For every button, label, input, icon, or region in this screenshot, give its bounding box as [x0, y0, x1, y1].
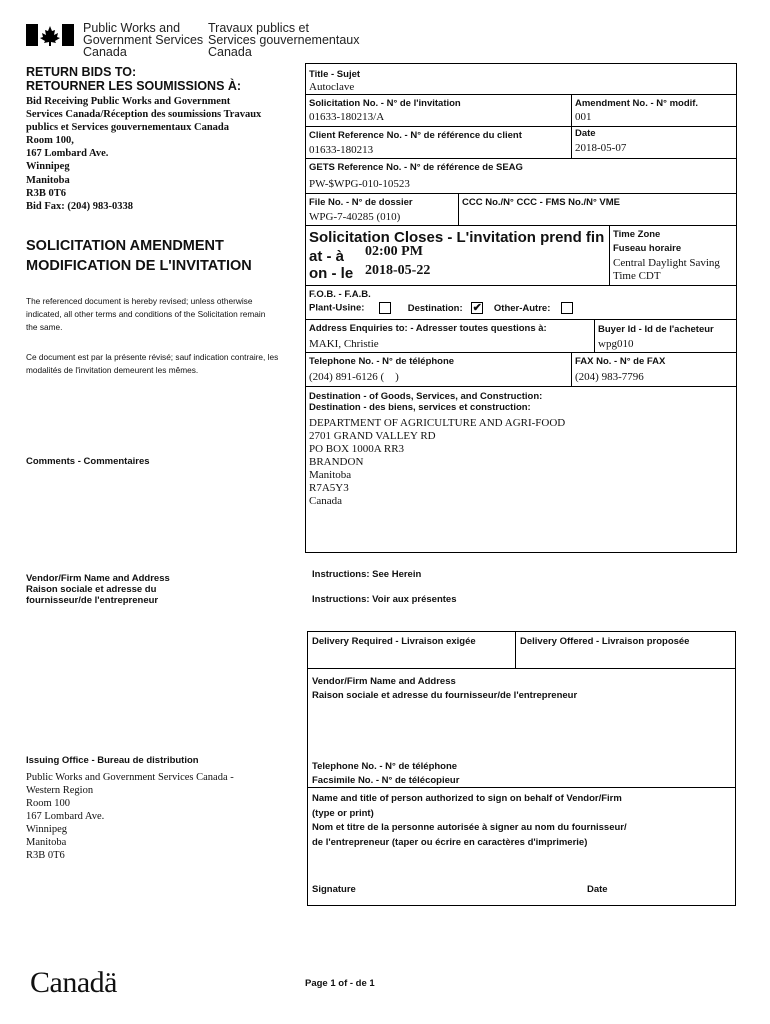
- file-no-label: File No. - N° de dossier: [309, 197, 413, 208]
- solicitation-no-value: 01633-180213/A: [309, 111, 385, 123]
- amendment-note-fr: Ce document est par la présente révisé; sauf indication contraire, les modalités de l'invitation demeurent les mêmes.: [26, 352, 279, 375]
- destination-checkbox[interactable]: ✔: [472, 302, 482, 314]
- amendment-no-value: 001: [575, 111, 592, 123]
- telephone-label: Telephone No. - N° de téléphone: [309, 356, 455, 367]
- issuing-office-address: Public Works and Government Services Canada - Western Region Room 100 167 Lombard Ave. Winnipeg Manitoba R3B 0T6: [26, 772, 234, 861]
- issuing-office-label: Issuing Office - Bureau de distribution: [26, 755, 199, 766]
- file-no-value: WPG-7-40285 (010): [309, 211, 401, 223]
- signature-label: Signature: [312, 884, 356, 895]
- closes-at-label: at - à: [309, 248, 345, 265]
- buyer-id-label: Buyer Id - Id de l'acheteur: [598, 324, 714, 335]
- time-zone-label: Time Zone Fuseau horaire: [613, 229, 682, 254]
- solicitation-closes-label: Solicitation Closes - L'invitation prend fin: [309, 229, 605, 246]
- fax-label: FAX No. - N° de FAX: [575, 356, 666, 367]
- vendor-left-label: Vendor/Firm Name and Address Raison sociale et adresse du fournisseur/de l'entrepreneur: [26, 573, 170, 606]
- telephone-value: (204) 891-6126 ( ): [309, 371, 399, 383]
- plant-usine-label: Plant-Usine:: [309, 302, 365, 314]
- signature-date-label: Date: [587, 884, 608, 895]
- authorized-person-label: Name and title of person authorized to sign on behalf of Vendor/Firm (type or print) Nom et titre de la personne autorisée à signer au nom du fournisseur/ de l'entrepreneur (taper ou écrire en caractères d'imprimerie): [312, 793, 627, 848]
- other-autre-label: Other-Autre:: [493, 302, 551, 314]
- date-label: Date: [575, 128, 596, 139]
- closes-date-value: 2018-05-22: [365, 263, 431, 278]
- amendment-no-label: Amendment No. - N° modif.: [575, 98, 699, 109]
- closes-on-label: on - le: [309, 265, 354, 282]
- date-value: 2018-05-07: [575, 142, 627, 154]
- return-bids-address: Bid Receiving Public Works and Government Services Canada/Réception des soumissions Travaux publics et Services gouvernementaux Canada Room 100, 167 Lombard Ave. Winnipeg Manitoba R3B 0T6 Bid Fax: (204) 983-0338: [26, 96, 262, 212]
- client-ref-value: 01633-180213: [309, 144, 374, 156]
- comments-label: Comments - Commentaires: [26, 456, 150, 467]
- instructions-fr: Instructions: Voir aux présentes: [312, 594, 457, 605]
- title-label: Title - Sujet: [309, 69, 361, 80]
- return-bids-heading: RETURN BIDS TO: RETOURNER LES SOUMISSIONS À:: [26, 65, 242, 93]
- address-enquiries-label: Address Enquiries to: - Adresser toutes questions à:: [309, 323, 547, 334]
- delivery-offered-label: Delivery Offered - Livraison proposée: [520, 636, 690, 647]
- closes-time-value: 02:00 PM: [365, 244, 423, 259]
- amendment-note-en: The referenced document is hereby revised; unless otherwise indicated, all other terms and conditions of the Solicitation remain the same.: [26, 296, 266, 332]
- fax-value: (204) 983-7796: [575, 371, 644, 383]
- fob-label: F.O.B. - F.A.B.: [309, 289, 371, 300]
- vendor-facsimile-label: Facsimile No. - N° de télécopieur: [312, 775, 460, 786]
- gets-ref-value: PW-$WPG-010-10523: [309, 178, 410, 190]
- destination-label: Destination:: [407, 302, 463, 314]
- canada-flag-icon: [26, 24, 74, 46]
- gets-ref-label: GETS Reference No. - N° de référence de SEAG: [309, 162, 523, 173]
- instructions-en: Instructions: See Herein: [312, 569, 422, 580]
- delivery-required-label: Delivery Required - Livraison exigée: [312, 636, 476, 647]
- department-name-en: Public Works and Government Services Canada: [83, 21, 204, 59]
- fob-options: [309, 302, 573, 314]
- department-name-fr: Travaux publics et Services gouvernementaux Canada: [208, 21, 360, 59]
- title-value: Autoclave: [309, 81, 355, 93]
- destination-goods-label: Destination - of Goods, Services, and Construction: Destination - des biens, services et construction:: [309, 391, 543, 413]
- vendor-firm-label: Vendor/Firm Name and Address Raison sociale et adresse du fournisseur/de l'entrepreneur: [312, 676, 578, 701]
- plant-usine-checkbox[interactable]: [379, 302, 391, 314]
- canada-wordmark: Canadä: [30, 966, 117, 999]
- ccc-no-label: CCC No./N° CCC - FMS No./N° VME: [462, 197, 621, 208]
- buyer-id-value: wpg010: [598, 338, 634, 350]
- amendment-title: SOLICITATION AMENDMENT MODIFICATION DE L'INVITATION: [26, 238, 252, 274]
- vendor-telephone-label: Telephone No. - N° de téléphone: [312, 761, 458, 772]
- destination-address: DEPARTMENT OF AGRICULTURE AND AGRI-FOOD 2701 GRAND VALLEY RD PO BOX 1000A RR3 BRANDON Manitoba R7A5Y3 Canada: [309, 417, 566, 507]
- address-enquiries-value: MAKI, Christie: [309, 338, 379, 350]
- page-number: Page 1 of - de 1: [305, 978, 375, 989]
- time-zone-value: Central Daylight Saving Time CDT: [613, 257, 720, 282]
- other-autre-checkbox[interactable]: [561, 302, 573, 314]
- solicitation-no-label: Solicitation No. - N° de l'invitation: [309, 98, 461, 109]
- client-ref-label: Client Reference No. - N° de référence du client: [309, 130, 522, 141]
